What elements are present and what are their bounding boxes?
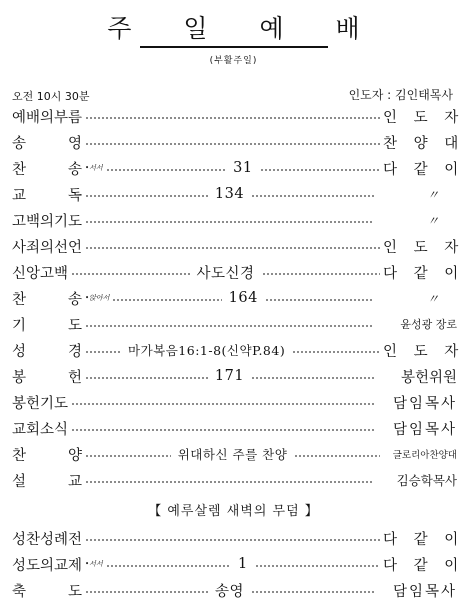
- item-label: 성 경: [12, 343, 82, 360]
- leader-dots: [251, 195, 374, 197]
- leader-dots: [71, 273, 189, 275]
- ditto-mark: 〃: [426, 213, 439, 228]
- leader-dots: [106, 565, 231, 567]
- order-item-prayer: [12, 313, 457, 335]
- item-performer: 다 같 이: [383, 265, 465, 282]
- leader-dots: [265, 299, 374, 301]
- item-label: 찬 송 •서서: [12, 161, 103, 178]
- leader-dots: [85, 221, 374, 223]
- item-label: 기 도: [12, 317, 82, 334]
- item-note: •서서: [85, 560, 103, 568]
- order-item-fellowship: [12, 553, 465, 575]
- item-performer: 인 도 자: [383, 343, 465, 360]
- leader-dots: [85, 539, 380, 541]
- leader-dots: [71, 429, 374, 431]
- order-item-sermon: [12, 469, 457, 491]
- order-item-offering: [12, 365, 457, 387]
- leader-dots: [294, 455, 380, 457]
- ditto-mark: 〃: [427, 291, 440, 306]
- ditto-mark: 〃: [426, 187, 439, 202]
- page-title: 주 일 예 배: [107, 14, 382, 43]
- item-label: 교 독: [12, 187, 82, 204]
- leader-dots: [85, 377, 208, 379]
- order-item-assurance-of-pardon: [12, 235, 465, 257]
- order-item-creed: [12, 261, 465, 283]
- item-label: 봉 헌: [12, 369, 82, 386]
- item-label: 교회소식: [12, 421, 69, 438]
- leader-dots: [251, 377, 374, 379]
- item-label: 성찬성례전: [12, 531, 83, 548]
- leader-dots: [260, 169, 380, 171]
- item-detail: 송영: [215, 583, 245, 600]
- leader-dots: [112, 299, 221, 301]
- item-label: 성도의교제 •서서: [12, 557, 103, 574]
- item-label: 사죄의선언: [12, 239, 83, 256]
- item-performer: 인 도 자: [383, 239, 465, 256]
- item-detail: 134: [214, 186, 245, 202]
- leader-dots: [85, 481, 374, 483]
- item-performer: 담임목사: [392, 421, 457, 438]
- item-label: 송 영: [12, 135, 82, 152]
- leader-dots: [85, 351, 121, 353]
- service-leader: 인도자 : 김인태목사: [348, 88, 453, 102]
- item-note: •앉아서: [85, 294, 110, 302]
- item-detail: 사도신경: [196, 265, 255, 282]
- leader-dots: [71, 403, 374, 405]
- order-item-offering-prayer: [12, 391, 457, 413]
- item-performer: 김승학목사: [396, 473, 457, 488]
- item-detail: 위대하신 주를 찬양: [177, 447, 288, 462]
- leader-dots: [251, 591, 374, 593]
- order-item-prayer-of-confession: [12, 209, 457, 231]
- item-performer: 봉헌위원: [400, 369, 457, 386]
- sermon-title-heading: 【 예루살렘 새벽의 무덤 】: [148, 504, 319, 519]
- item-note: •서서: [85, 164, 103, 172]
- item-label: 신앙고백: [12, 265, 69, 282]
- leader-dots: [85, 247, 380, 249]
- title-underline: [140, 46, 328, 48]
- item-performer: 다 같 이: [383, 531, 465, 548]
- page-subtitle: (부활주일): [209, 56, 258, 66]
- order-item-hymn-2: [12, 287, 457, 309]
- leader-dots: [262, 273, 380, 275]
- order-item-call-to-worship: [12, 105, 465, 127]
- leader-dots: [85, 325, 374, 327]
- leader-dots: [85, 143, 380, 145]
- item-detail: 마가복음16:1-8(신약P.84): [128, 343, 286, 358]
- order-item-announcements: [12, 417, 457, 439]
- item-detail: 164: [228, 290, 258, 306]
- order-item-communion: [12, 527, 465, 549]
- item-label: 봉헌기도: [12, 395, 69, 412]
- item-detail: 1: [237, 556, 248, 572]
- item-label: 고백의기도: [12, 213, 83, 230]
- item-performer: 윤성광 장로: [400, 318, 457, 331]
- leader-dots: [85, 117, 380, 119]
- item-performer: 찬 양 대: [383, 135, 465, 152]
- item-detail: 171: [214, 368, 245, 384]
- item-performer: 담임목사: [392, 395, 457, 412]
- order-item-hymn-1: [12, 157, 465, 179]
- item-performer: 담임목사: [392, 583, 458, 600]
- service-time: 오전 10시 30분: [12, 90, 90, 103]
- item-label: 찬 송 •앉아서: [12, 291, 110, 308]
- leader-dots: [85, 195, 208, 197]
- leader-dots: [85, 455, 171, 457]
- leader-dots: [106, 169, 226, 171]
- item-label: 설 교: [12, 473, 82, 490]
- item-performer: 글로리아찬양대: [392, 450, 457, 461]
- order-item-responsive-reading: [12, 183, 457, 205]
- leader-dots: [292, 351, 380, 353]
- order-item-scripture: [12, 339, 465, 361]
- item-label: 찬 양: [12, 447, 82, 464]
- order-item-doxology: [12, 131, 465, 153]
- order-item-anthem: [12, 443, 457, 465]
- item-performer: 다 같 이: [383, 161, 465, 178]
- item-performer: 다 같 이: [383, 557, 465, 574]
- order-item-benediction: [12, 579, 457, 601]
- leader-dots: [255, 565, 380, 567]
- item-detail: 31: [233, 160, 253, 176]
- leader-dots: [85, 591, 208, 593]
- item-performer: 인 도 자: [383, 109, 465, 126]
- item-label: 예배의부름: [12, 109, 83, 126]
- item-label: 축 도: [12, 583, 82, 600]
